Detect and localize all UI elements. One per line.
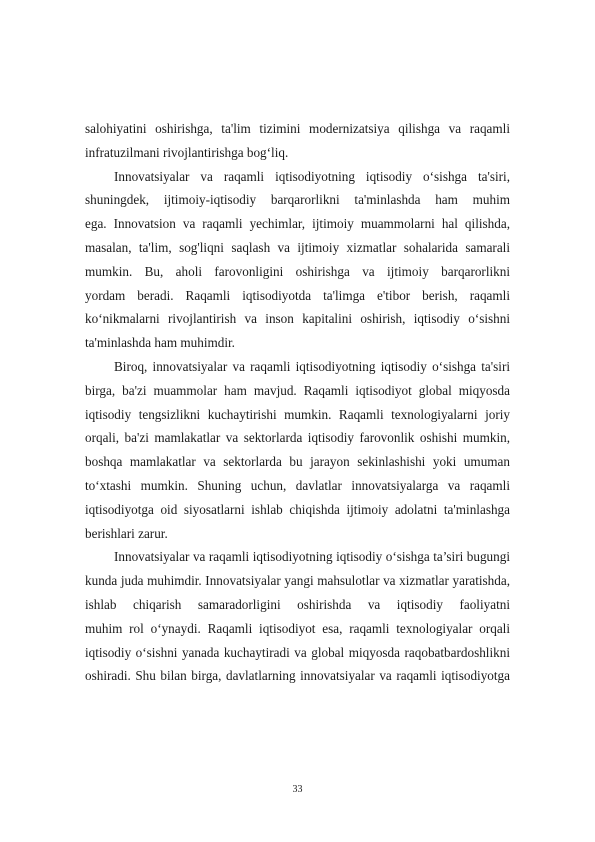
- text-line: boshqa mamlakatlar va sektorlarda bu jarayon sekinlashishi yoki umuman: [85, 454, 510, 470]
- text-line: berishlari zarur.: [85, 525, 168, 541]
- text-line: ishlab chiqarish samaradorligini oshirishda va iqtisodiy faoliyatni: [85, 596, 510, 612]
- text-line: orqali, ba'zi mamlakatlar va sektorlarda iqtisodiy farovonlik oshishi mumkin,: [85, 430, 510, 446]
- text-line: shuningdek, ijtimoiy-iqtisodiy barqarorlikni ta'minlashda ham muhim: [85, 192, 510, 208]
- text-line: iqtisodiy tengsizlikni kuchaytirishi mumkin. Raqamli texnologiyalarni joriy: [85, 406, 510, 422]
- text-line: iqtisodiyotga oid siyosatlarni ishlab chiqishda ijtimoiy adolatni ta'minlashga: [85, 501, 510, 517]
- text-line: ega. Innovatsion va raqamli yechimlar, ijtimoiy muammolarni hal qilishda,: [85, 216, 510, 232]
- text-line: infratuzilmani rivojlantirishga bog‘liq.: [85, 144, 289, 160]
- text-line: birga, ba'zi muammolar ham mavjud. Raqamli iqtisodiyot global miqyosda: [85, 382, 510, 398]
- text-line: mumkin. Bu, aholi farovonligini oshirishga va ijtimoiy barqarorlikni: [85, 263, 510, 279]
- body-text: [85, 117, 510, 688]
- text-line: kunda juda muhimdir. Innovatsiyalar yangi mahsulotlar va xizmatlar yaratishda,: [85, 573, 510, 589]
- text-line: salohiyatini oshirishga, ta'lim tizimini modernizatsiya qilishga va raqamli: [85, 121, 510, 136]
- text-line: to‘xtashi mumkin. Shuning uchun, davlatlar innovatsiyalarga va raqamli: [85, 477, 510, 493]
- text-line: Innovatsiyalar va raqamli iqtisodiyotning iqtisodiy o‘sishga ta’siri bugungi: [114, 549, 510, 565]
- text-line: Biroq, innovatsiyalar va raqamli iqtisodiyotning iqtisodiy o‘sishga ta'siri: [114, 358, 510, 374]
- text-line: masalan, ta'lim, sog'liqni saqlash va ijtimoiy xizmatlar sohalarida samarali: [85, 239, 510, 255]
- page-number: 33: [292, 784, 303, 795]
- text-line: oshiradi. Shu bilan birga, davlatlarning innovatsiyalar va raqamli iqtisodiyotga: [85, 668, 510, 684]
- text-line: yordam beradi. Raqamli iqtisodiyotda ta'limga e'tibor berish, raqamli: [85, 287, 510, 303]
- text-line: muhim rol o‘ynaydi. Raqamli iqtisodiyot esa, raqamli texnologiyalar orqali: [85, 620, 510, 636]
- text-line: iqtisodiy o‘sishni yanada kuchaytiradi va global miqyosda raqobatbardoshlikni: [85, 644, 510, 660]
- text-line: ta'minlashda ham muhimdir.: [85, 335, 235, 351]
- text-line: Innovatsiyalar va raqamli iqtisodiyotning iqtisodiy o‘sishga ta'siri,: [114, 168, 510, 184]
- text-line: ko‘nikmalarni rivojlantirish va inson kapitalini oshirish, iqtisodiy o‘sishni: [85, 311, 510, 327]
